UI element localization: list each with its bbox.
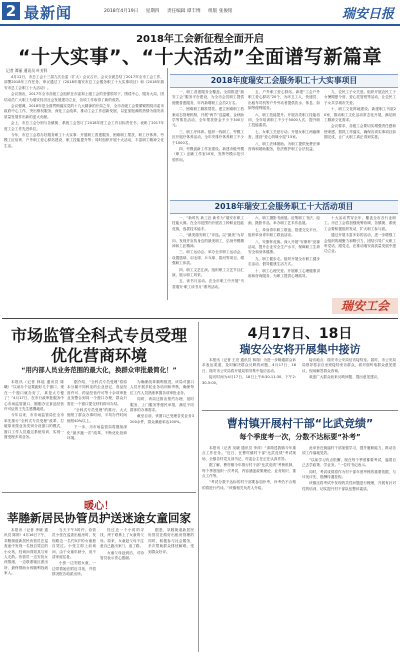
newspaper-logo: 瑞安日报 xyxy=(341,7,394,22)
warm-column xyxy=(4,528,48,652)
box1-column xyxy=(248,90,320,198)
box2-item: 九、职工健步走。组织开展全市职工健步走活动，倡导健康生活方式。 xyxy=(248,256,320,267)
box2-item: 三、职工运动会。举办全市职工运动会，设置篮球、羽毛球、乒乓球、拔河等项目，增强职工体质。 xyxy=(172,250,244,266)
box2-item: 四、职工文艺汇演。组织职工文艺节目汇演，展示职工风采。 xyxy=(172,267,244,278)
lead-byline: 记者 谭丽 通讯员 叶芳科 xyxy=(6,68,48,73)
lead-paragraph: 会议指出，2017年全市各级工会组织在市委和上级工会的坚强领导下，围绕中心、服务大局，团结动员广大职工为瑞安经济社会发展建功立业，各项工作取得了新的成效。 xyxy=(4,92,164,102)
masthead xyxy=(0,0,400,26)
box1-title: 2018年度瑞安工会服务职工十大实事项目 xyxy=(210,76,358,85)
lead-paragraph: 4月12日，市总工会十三届九次全委（扩大）会议召开。会议全面总结了2017年全市工会工作，部署2018年工作任务，审议通过了《2018年瑞安市总工会服务职工十大实事项目》和《2018年瑞安市总工会职工十大活动》。 xyxy=(4,75,164,90)
warm-headline: 莘塍新居民协管员护送迷途女童回家 xyxy=(7,511,191,525)
caoqiao-headline: 曹村镇开展村干部“比武竞绩” xyxy=(226,417,374,430)
market-paragraph: 本报讯（记者 林瑶 通讯员 陈曦）“以前办个证要跑好几个窗口，现在一个窗口就办好了，真是太方便了！”4月17日，在市行政审批服务中心市场监管窗口，刚刚办完食品经营许可证的王先生感慨地说。 xyxy=(4,380,64,412)
masthead-meta xyxy=(104,8,239,14)
warm-paragraph: 小张一边安慰女童，一边带着她在附近寻找，并将情况报告给派出所。 xyxy=(52,561,96,577)
caoqiao-column xyxy=(202,446,296,652)
market-paragraph: 截至目前，该窗口已受理各类业务3200余件，群众满意率达100%。 xyxy=(130,414,194,424)
section-rule xyxy=(2,318,398,319)
box2-column xyxy=(172,216,244,298)
editor-credit: 责任编辑 谭丰博 xyxy=(166,9,201,14)
page-number: 2 xyxy=(2,2,20,20)
caoqiao-paragraph: 据了解，曹村镇今年推行村干部“比武竞绩”考核机制，每个季度组织一次考试，内容涵盖政策理论、业务知识、重点工作等。 xyxy=(202,463,296,479)
box1-column xyxy=(324,90,396,198)
lead-body xyxy=(4,75,164,297)
warm-column xyxy=(148,528,194,652)
column-divider xyxy=(198,322,199,652)
warm-column xyxy=(52,528,96,652)
warm-paragraph: 经过近一个小时的寻找，终于联系上了女童的父母。原来，女童趁父母不注意自己跑出家门，迷了路。 xyxy=(100,528,144,549)
box2-item: 二、“最美瑞安职工”评选。以“最美”为导向，发现并宣传身边的最美职工，弘扬劳模精神和工匠精神。 xyxy=(172,233,244,249)
caoqiao-paragraph: 同时，考试成绩将作为村干部年度考核的重要依据，与评优评先、报酬待遇挂钩。 xyxy=(302,469,396,480)
caoqiao-column xyxy=(302,446,396,652)
market-headline-2: 优化营商环境 xyxy=(50,346,147,365)
market-paragraph: 下一步，市市场监管局将继续深化“最多跑一次”改革，不断优化营商环境。 xyxy=(67,425,127,441)
lead-paragraph: 今年，市总工会将办好服务职工十大实事：开展职工普惠服务、困难职工帮扶、职工疗休养、劳模工匠培育、户外职工爱心驿站建设、职工技能提升等；同时组织开展十大活动，丰富职工精神文化生活。 xyxy=(4,133,164,148)
box2-item: 六、职工摄影书画展。征集职工书法、绘画、摄影作品，举办职工艺术作品展。 xyxy=(248,216,320,226)
column-divider xyxy=(167,68,168,300)
box2-item: 通过开展丰富多彩的活动，进一步增强工会组织的凝聚力和吸引力，团结引导广大职工听党话、跟党走，在推动瑞安高质量发展中建功立业。 xyxy=(324,233,396,254)
market-column xyxy=(4,380,64,490)
warm-paragraph: 女童父母赶到后，对协管员表示衷心感谢。 xyxy=(100,550,144,561)
box2-column xyxy=(324,216,396,296)
lead-paragraph: 会上，市总工会分别与各镇街、系统工会签订了2018年度工会工作目标责任书，表彰了2017年度工会工作先进单位。 xyxy=(4,121,164,131)
warm-paragraph: 当天下午3时许，协管员小张在巡查出租房时，发现路边一名约5岁的女童独自哭泣。小张立即上前询问，由于女童年龄小，说不清家庭住址。 xyxy=(52,528,96,560)
caoqiao-paragraph: “考试分数不达标的村干部要参加补考，补考仍不合格的将进行约谈。”该镇相关负责人介绍。 xyxy=(202,480,296,490)
box1-item: 三、职工疗休养。组织一线职工、劳模工匠开展疗休养活动，全年安排疗休养职工不少于1000名。 xyxy=(172,129,244,145)
box1-item: 十、职工文化阵地建设。新建职工书屋20家，推动职工文化活动常态化开展，满足职工精神文化需求。 xyxy=(324,107,396,123)
police-paragraph: 欢迎广大群众前来反映问题、提出意见建议。 xyxy=(309,375,381,380)
box2-item: 七、单身青年职工联谊。搭建交友平台，组织单身青年职工联谊活动。 xyxy=(248,227,320,238)
section-rule xyxy=(202,410,398,411)
police-paragraph: 接访时间为4月17日、18日上午8:30-11:30，下午2:30-5:00。 xyxy=(202,375,296,385)
box1-item: 二、困难职工精准帮扶。建立困难职工档案动态管理机制，开展“两节”送温暖、金秋助学等帮扶活动，全年帮扶资金不少于300万元。 xyxy=(172,107,244,128)
box1-item: 九、农民工子女关爱。组织开展农民工子女暑期夏令营、爱心托管班等活动，让农民工子女共享城市关爱。 xyxy=(324,90,396,105)
market-paragraph: 据介绍，“全科式专员受理”将原本分属不同科室的企业登记、食品经营许可、药品经营许可等十余项审批业务整合到同一个窗口办理，群众只需在一个窗口提交材料即可办结。 xyxy=(67,380,127,406)
market-headline: 市场监管全科式专员受理 xyxy=(10,326,187,345)
market-column xyxy=(130,380,194,490)
box2-item: 十、职工心理关爱。开展职工心理健康讲座和咨询服务，为职工提供心理疏导。 xyxy=(248,268,320,279)
warm-column xyxy=(100,528,144,652)
box1-item: 四、劳模创新工作室建设。新建市级劳模（职工）创新工作室10家，发挥劳模示范引领作用。 xyxy=(172,147,244,162)
caoqiao-subtitle: 每个季度考一次，分数不达标要“补考” xyxy=(239,433,361,441)
lead-kicker: 2018年工会新征程全面开启 xyxy=(136,34,264,45)
box1-column xyxy=(172,90,244,198)
designer-credit: 组版 张俊铭 xyxy=(208,9,233,14)
caoqiao-paragraph: 该镇还将考试中发现的共性问题进行梳理，开展有针对性的培训，切实提升村干部队伍整体素质。 xyxy=(302,481,396,491)
box2-column xyxy=(248,216,320,298)
warm-paragraph: 本报讯（记者 李晓 通讯员 陈婷）4月16日下午，莘塍街道新居民协管员在巡查途中发现一名独自哭泣的小女孩，经询问得知其与家人走散。协管员一边安抚女孩情绪，一边联系辖区派出所，最终帮助女孩顺利找到家人。 xyxy=(4,528,48,576)
market-column xyxy=(67,380,127,490)
police-column xyxy=(302,358,396,408)
caoqiao-paragraph: “以前学习有点松懈，现在每个季度都要考试，逼着自己去学政策、学业务。”一位村书记表示。 xyxy=(302,457,396,468)
issue-weekday: 星期四 xyxy=(145,9,160,14)
police-paragraph: 本报讯（记者 王亮 通讯员 林翔）为进一步畅通群众诉求表达渠道，及时解决群众反映的问题，4月17日、18日，瑞安市公安局将开展局领导集中接访活动。 xyxy=(202,358,296,373)
market-paragraph: “全科式专员受理”的推行，大大缩短了群众办事时间，平均办件时间缩短40%以上。 xyxy=(67,408,127,423)
caoqiao-paragraph: 本报讯（记者 吴晓 通讯员 李萍）“请简述我镇今年重点工作任务。”近日，在曹村镇村干部“比武竞绩”考试现场，全镇各村党支部书记、村委会主任正在认真作答。 xyxy=(202,446,296,461)
issue-date: 2018年4月19日 xyxy=(104,9,139,14)
market-paragraph: 今年以来，市市场监管局在全市率先推行“全科式专员受理”改革，打破原来按业务类别分设窗口的模式，窗口工作人员通过系统培训，实现一窗受理多项业务。 xyxy=(4,413,64,440)
union-brand-logo: 瑞安工会 xyxy=(332,298,398,314)
warm-paragraph: 据悉，莘塍街道新居民协管员在做好出租房管理的同时，积极参与社会服务，多次帮助群众排忧解难，受到群众好评。 xyxy=(148,528,194,554)
box1-item: 会议要求，各级工会要切实增强责任感和使命感，狠抓工作落实，确保各项实事项目如期完成，让广大职工真正得到实惠。 xyxy=(324,124,396,140)
caoqiao-paragraph: 此举旨在倒逼村干部加强学习，提升履职能力，推动各项工作落地见效。 xyxy=(302,446,396,456)
warm-kicker: 暖心！ xyxy=(84,501,114,512)
lead-paragraph: 会议强调，2018年是全面贯彻落实党的十九大精神的开局之年，全市各级工会要紧紧围绕市委市政府中心工作，突出维权服务，深化工会改革，推动工会工作创新发展，以更加饱满的热情为瑞安高质量发展作出新的更大贡献。 xyxy=(4,104,164,119)
police-column xyxy=(202,358,296,408)
box1-item: 八、职工法律援助。为职工提供免费法律咨询和援助服务，依法维护职工合法权益。 xyxy=(248,141,320,152)
police-headline-2: 瑞安公安将开展集中接访 xyxy=(239,343,361,356)
police-paragraph: 接访地点：瑞安市公安局信访接待室。届时，市公安局局领导将亲自坐班接待来访群众，面对面听取群众意见建议，现场解答群众咨询。 xyxy=(302,358,396,373)
box2-item: 五、读书月活动。在全市职工中开展“书香瑞安·职工读书月”系列活动。 xyxy=(172,279,244,289)
lead-headline: “十大实事”、“十大活动”全面谱写新篇章 xyxy=(18,46,382,68)
box1-item: 一、职工普惠服务全覆盖。全面推进“瑞安工会”服务平台建设，为全市会员职工提供便捷普惠服务，年内新增职工会员2万名。 xyxy=(172,90,244,105)
box1-item: 六、职工技能提升。开展各类职工技能培训，全年培训职工不少于5000人次，提升职工技能素质。 xyxy=(248,112,320,128)
market-paragraph: 同时，该局还推出预约办理、延时服务、上门服务等便民举措，满足不同群体的办事需求。 xyxy=(130,397,194,413)
section-title: 最新闻 xyxy=(24,4,73,22)
market-paragraph: 为确保改革顺利推进，该局对窗口人员开展多轮业务培训和考核，确保每位工作人员熟练掌握各项审批业务。 xyxy=(130,380,194,395)
box1-item: 五、户外职工爱心驿站。新建“工会户外职工爱心驿站”20个，为环卫工人、快递员、出租车司机等户外劳动者提供饮水、休息、如厕等便利服务。 xyxy=(248,90,320,111)
box2-item: 十大活动贯穿全年，覆盖全市各行业职工。市总工会将加强统筹协调，各镇街、系统工会要积极组织发动，扩大职工参与面。 xyxy=(324,216,396,231)
box2-item: 一、“新时代 新工匠·新作为”瑞安市职工技能大赛。在全市范围内开展各工种职业技能竞赛，选拔技术能手。 xyxy=(172,216,244,231)
market-subtitle: “用内部人员业务范围的最大化，换群众审批最简化！” xyxy=(21,366,177,374)
section-rule xyxy=(2,492,196,493)
box2-item: 八、安康杯竞赛。深入开展“安康杯”竞赛活动，提升企业安全生产水平，保障职工生命安全和身体健康。 xyxy=(248,239,320,255)
box1-item: 七、女职工关爱行动。开展女职工两癌筛查，建设“爱心妈咪小屋”15家。 xyxy=(248,129,320,140)
police-headline: 4月17日、18日 xyxy=(247,326,353,342)
box2-title: 2018年瑞安工会服务职工十大活动项目 xyxy=(214,202,354,211)
